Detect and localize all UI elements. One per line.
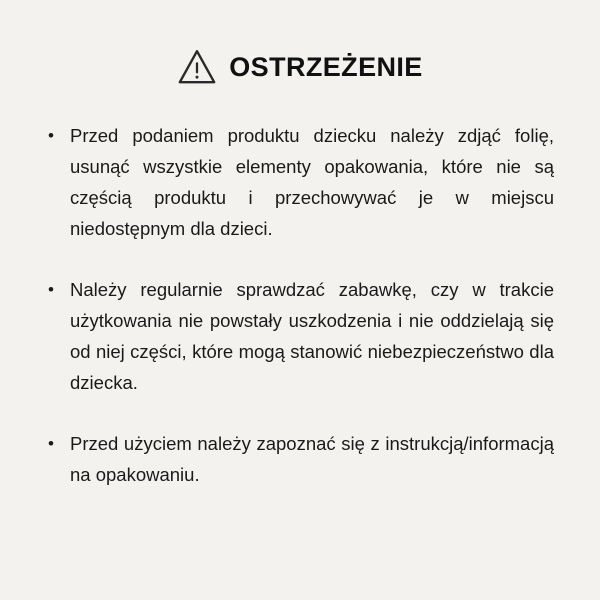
warning-header xyxy=(38,48,562,86)
list-item xyxy=(48,428,554,490)
list-item xyxy=(48,274,554,398)
warning-triangle-icon xyxy=(177,48,217,86)
warning-list xyxy=(38,120,562,490)
list-item-text: Przed użyciem należy zapoznać się z instrukcją/informacją na opakowaniu. xyxy=(70,433,554,485)
bullet-glyph: • xyxy=(48,280,54,299)
list-item xyxy=(48,120,554,244)
list-item-text: Należy regularnie sprawdzać zabawkę, czy w trakcie użytkowania nie powstały uszkodzenia i nie oddzielają się od niej części, które mogą stanowić niebezpieczeństwo dla dziecka. xyxy=(70,279,554,393)
list-item-text: Przed podaniem produktu dziecku należy zdjąć folię, usunąć wszystkie elementy opakowania, które nie są częścią produktu i przechowywać je w miejscu niedostępnym dla dzieci. xyxy=(70,125,554,239)
bullet-glyph: • xyxy=(48,126,54,145)
page-title: OSTRZEŻENIE xyxy=(229,51,423,82)
bullet-glyph: • xyxy=(48,434,54,453)
